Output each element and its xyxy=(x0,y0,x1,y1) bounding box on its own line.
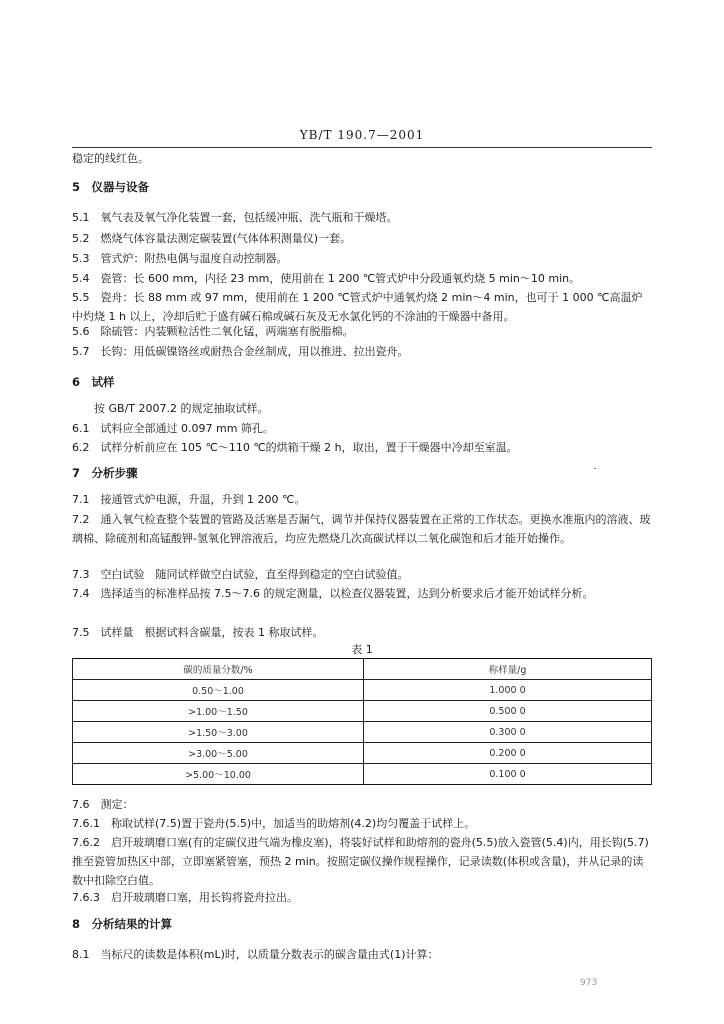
table-cell-carbon-range: >3.00～5.00 xyxy=(73,743,364,764)
table-cell-carbon-range: 0.50～1.00 xyxy=(73,680,364,701)
table-row xyxy=(73,743,652,764)
header-rule xyxy=(72,147,652,148)
clause-7-3: 7.3 空白试验 随同试样做空白试验，直至得到稳定的空白试验值。 xyxy=(72,568,409,581)
table-cell-carbon-range: >5.00～10.00 xyxy=(73,764,364,785)
clause-6-1: 6.1 试料应全部通过 0.097 mm 筛孔。 xyxy=(72,422,274,435)
clause-5-6: 5.6 除硫管：内装颗粒活性二氧化锰，两端塞有脱脂棉。 xyxy=(72,325,354,338)
section-heading-8: 8 分析结果的计算 xyxy=(72,917,173,931)
section-heading-7: 7 分析步骤 xyxy=(72,466,138,480)
clause-7-6-1: 7.6.1 称取试样(7.5)置于瓷舟(5.5)中，加适当的助熔剂(4.2)均匀覆盖于试样上。 xyxy=(72,817,476,830)
clause-5-3: 5.3 管式炉：附热电偶与温度自动控制器。 xyxy=(72,252,288,265)
table-row xyxy=(73,764,652,785)
table-1 xyxy=(72,658,652,785)
table-header-cell: 碳的质量分数/% xyxy=(73,659,364,680)
clause-7-1: 7.1 接通管式炉电源，升温，升到 1 200 ℃。 xyxy=(72,493,306,506)
table-cell-carbon-range: >1.50～3.00 xyxy=(73,722,364,743)
table-row xyxy=(73,680,652,701)
table-header-cell: 称样量/g xyxy=(364,659,652,680)
standard-code-header: YB/T 190.7—2001 xyxy=(299,128,425,142)
clause-5-7: 5.7 长钩：用低碳镍铬丝或耐热合金丝制成，用以推进、拉出瓷舟。 xyxy=(72,345,409,358)
table-cell-sample-mass: 0.200 0 xyxy=(364,743,652,764)
table-cell-carbon-range: >1.00～1.50 xyxy=(73,701,364,722)
table-row xyxy=(73,701,652,722)
clause-6-2: 6.2 试样分析前应在 105 ℃～110 ℃的烘箱干燥 2 h，取出，置于干燥器中冷却至室温。 xyxy=(72,441,518,454)
table-cell-sample-mass: 0.300 0 xyxy=(364,722,652,743)
section-heading-6: 6 试样 xyxy=(72,375,115,389)
clause-7-6-3: 7.6.3 启开玻璃磨口塞，用长钩将瓷舟拉出。 xyxy=(72,891,298,904)
section-heading-5: 5 仪器与设备 xyxy=(72,180,150,194)
table-cell-sample-mass: 1.000 0 xyxy=(364,680,652,701)
clause-7-4: 7.4 选择适当的标准样品按 7.5～7.6 的规定测量，以检查仪器装置，达到分析要求后才能开始试样分析。 xyxy=(72,587,594,600)
clause-8-1: 8.1 当标尺的读数是体积(mL)时，以质量分数表示的碳含量由式(1)计算： xyxy=(72,948,439,961)
clause-5-1: 5.1 氧气表及氧气净化装置一套，包括缓冲瓶、洗气瓶和干燥塔。 xyxy=(72,211,398,224)
clause-5-4: 5.4 瓷管：长 600 mm，内径 23 mm，使用前在 1 200 ℃管式炉中分段通氧灼烧 5 min～10 min。 xyxy=(72,272,581,285)
clause-7-5: 7.5 试样量 根据试料含碳量，按表 1 称取试样。 xyxy=(72,626,324,639)
clause-7-6: 7.6 测定： xyxy=(72,798,134,811)
table-header-row xyxy=(73,659,652,680)
table-cell-sample-mass: 0.100 0 xyxy=(364,764,652,785)
page-number: 973 xyxy=(580,978,598,988)
clause-7-2: 7.2 通入氧气检查整个装置的管路及活塞是否漏气，调节并保持仪器装置在正常的工作状态。更换水准瓶内的溶液、玻璃棉、除硫剂和高锰酸钾-氢氧化钾溶液后，均应先燃烧几次高碳试样以二氧化碳饱和后才能开始操作。 xyxy=(72,513,651,545)
clause-5-2: 5.2 燃烧气体容量法测定碳装置(气体体积测量仪)一套。 xyxy=(72,232,352,245)
table-cell-sample-mass: 0.500 0 xyxy=(364,701,652,722)
paragraph-sampling: 按 GB/T 2007.2 的规定抽取试样。 xyxy=(94,402,269,415)
clause-5-5: 5.5 瓷舟：长 88 mm 或 97 mm，使用前在 1 200 ℃管式炉中通氧灼烧 2 min～4 min，也可于 1 000 ℃高温炉中灼烧 1 h 以上，冷却后贮于盛有碱石棉或碱石灰及无水氯化钙的不涂油的干燥器中备用。 xyxy=(72,291,643,323)
paragraph-continuation: 稳定的线红色。 xyxy=(72,152,149,165)
table-row xyxy=(73,722,652,743)
clause-7-6-2: 7.6.2 启开玻璃磨口塞(有的定碳仪进气端为橡皮塞)，将装好试样和助熔剂的瓷舟(5.5)放入瓷管(5.4)内，用长钩(5.7)推至瓷管加热区中部，立即塞紧管塞，预热 2 min。按照定碳仪操作规程操作，记录读数(体积或含量)，并从记录的读数中扣除空白值。 xyxy=(72,836,649,887)
table-1-caption: 表 1 xyxy=(351,643,373,656)
